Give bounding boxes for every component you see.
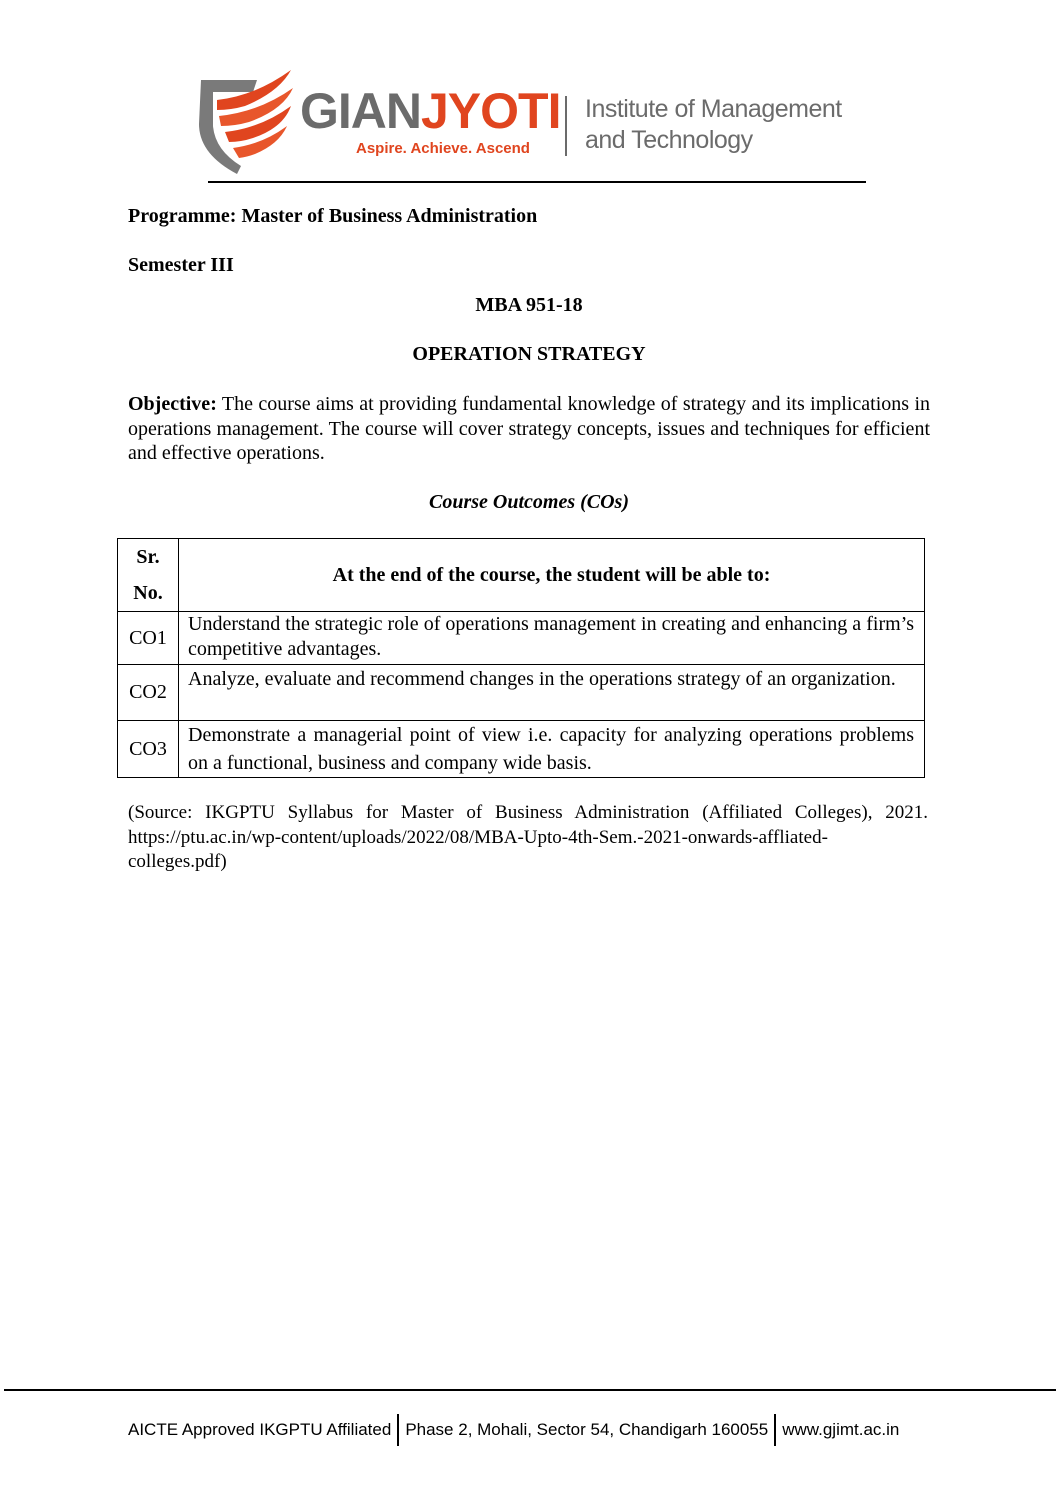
- table-header-row: [118, 539, 925, 612]
- brand-name-gian: GIAN: [300, 83, 421, 139]
- footer-rule: [4, 1389, 1056, 1391]
- header-rule: [208, 181, 866, 183]
- page-footer: [128, 1414, 899, 1446]
- footer-separator: [397, 1414, 399, 1446]
- co-code: CO2: [118, 665, 179, 721]
- co-code: CO1: [118, 612, 179, 665]
- institute-name-line2: and Technology: [585, 126, 753, 154]
- footer-affiliation: AICTE Approved IKGPTU Affiliated: [128, 1420, 392, 1439]
- course-title: OPERATION STRATEGY: [412, 343, 646, 365]
- course-outcomes-table: [117, 538, 925, 778]
- brand-name-jyoti: JYOTI: [421, 83, 561, 139]
- brand-divider: [565, 96, 567, 156]
- brand-name: [300, 83, 561, 139]
- semester: Semester III: [128, 254, 234, 276]
- programme-label: Programme:: [128, 205, 237, 227]
- footer-website-link[interactable]: www.gjimt.ac.in: [782, 1420, 900, 1439]
- programme-line: [128, 205, 537, 228]
- co-description: Demonstrate a managerial point of view i.e. capacity for analyzing operations problems on a functional, business and company wide basis.: [179, 721, 925, 778]
- source-citation: [128, 801, 928, 875]
- footer-address: Phase 2, Mohali, Sector 54, Chandigarh 160055: [405, 1420, 769, 1439]
- objective-text: The course aims at providing fundamental knowledge of strategy and its implications in operations management. The course will cover strategy concepts, issues and techniques for efficient and effective operations.: [128, 393, 931, 464]
- column-header-description: At the end of the course, the student will be able to:: [179, 539, 925, 612]
- objective-label: Objective:: [128, 393, 217, 415]
- brand-tagline: Aspire. Achieve. Ascend: [356, 140, 530, 157]
- co-description: Analyze, evaluate and recommend changes in the operations strategy of an organization.: [179, 665, 925, 721]
- source-link[interactable]: https://ptu.ac.in/wp-content/uploads/2022/08/MBA-Upto-4th-Sem.-2021-onwards-affliated-: [128, 826, 828, 848]
- co-description: Understand the strategic role of operations management in creating and enhancing a firm’s competitive advantages.: [179, 612, 925, 665]
- course-code: MBA 951-18: [475, 294, 583, 316]
- column-header-no: No.: [133, 582, 163, 604]
- table-row: [118, 721, 925, 778]
- source-link-end[interactable]: colleges.pdf): [128, 851, 227, 872]
- institute-name-line1: Institute of Management: [585, 95, 842, 123]
- institute-name: [585, 94, 842, 156]
- objective-paragraph: [128, 392, 930, 466]
- programme-value: Master of Business Administration: [241, 205, 538, 227]
- source-line-1: (Source: IKGPTU Syllabus for Master of Business Administration (Affiliated Colleges), 2021.: [128, 802, 928, 823]
- column-header-sr: Sr.: [136, 546, 160, 568]
- gianjyoti-shield-logo: [195, 66, 297, 176]
- table-row: [118, 612, 925, 665]
- course-outcomes-heading: Course Outcomes (COs): [428, 491, 629, 513]
- co-code: CO3: [118, 721, 179, 778]
- footer-separator: [774, 1414, 776, 1446]
- column-header-sr-no: [118, 539, 179, 612]
- table-row: [118, 665, 925, 721]
